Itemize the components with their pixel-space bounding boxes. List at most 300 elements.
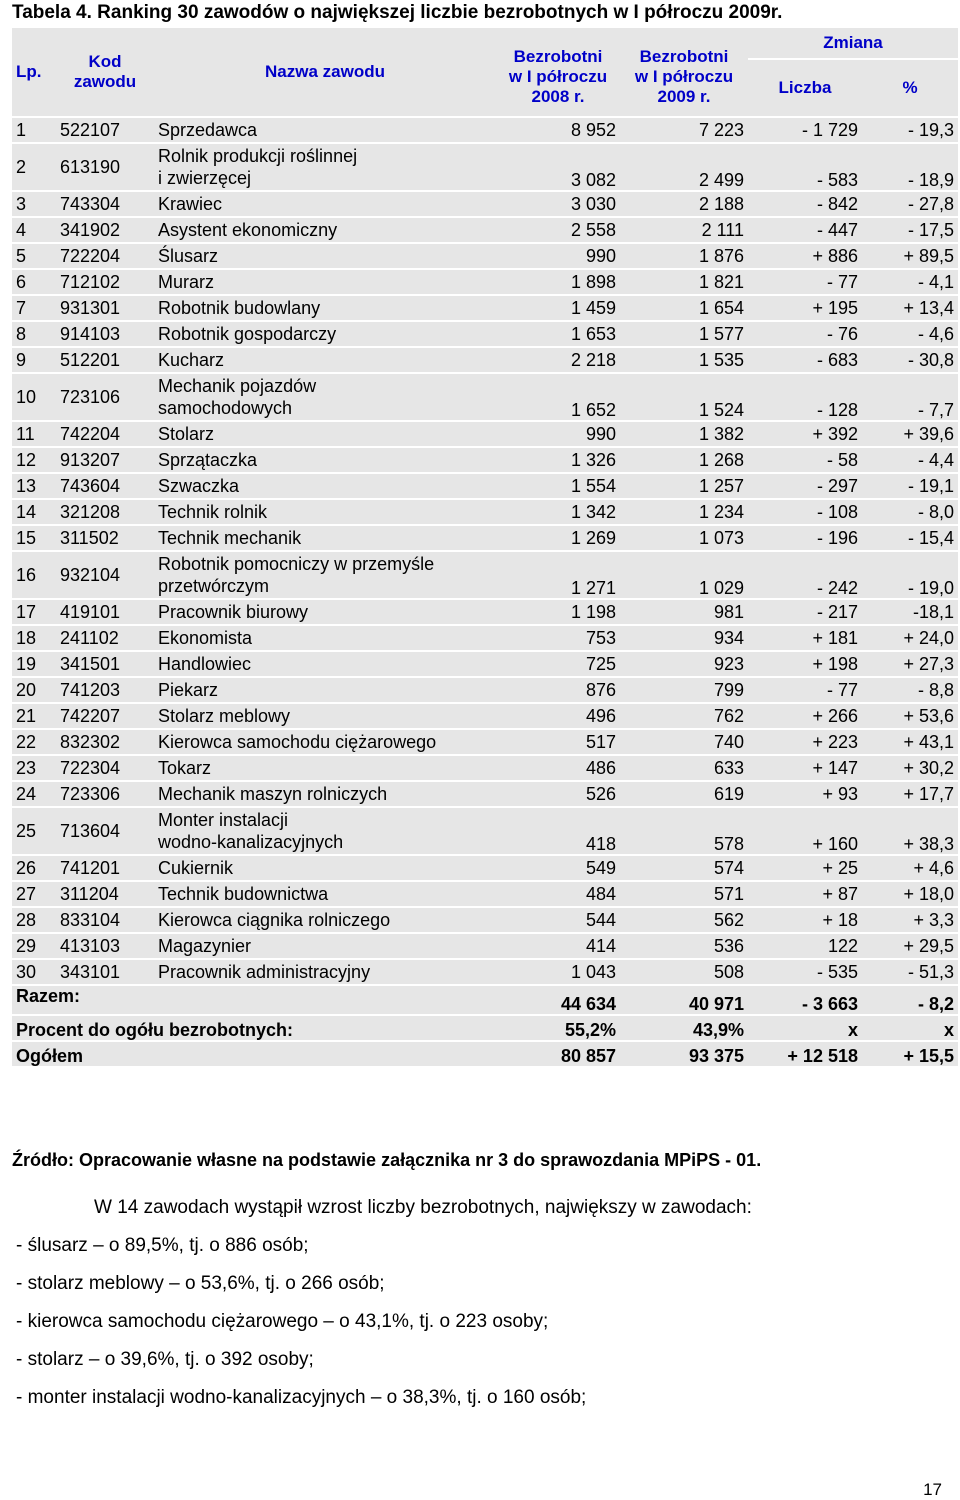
cell-liczba: - 108 xyxy=(748,500,862,524)
cell-name xyxy=(154,144,496,190)
summary-bullet: - kierowca samochodu ciężarowego – o 43,1%, tj. o 223 osoby; xyxy=(16,1311,549,1332)
header-bezrobotni-2009 xyxy=(620,28,748,116)
cell-procent: + 30,2 xyxy=(862,756,958,780)
table-row xyxy=(12,218,958,242)
cell-name-line1: Szwaczka xyxy=(158,476,240,496)
cell-b2009: 1 577 xyxy=(620,322,748,346)
cell-liczba: - 77 xyxy=(748,678,862,702)
cell-lp: 29 xyxy=(12,934,56,958)
cell-b2009: 1 524 xyxy=(620,374,748,420)
cell-b2008: 1 326 xyxy=(496,448,620,472)
header-nazwa: Nazwa zawodu xyxy=(154,28,496,116)
cell-name-line1: Asystent ekonomiczny xyxy=(158,220,338,240)
cell-lp: 22 xyxy=(12,730,56,754)
cell-kod: 833104 xyxy=(56,908,154,932)
cell-procent: + 18,0 xyxy=(862,882,958,906)
cell-name xyxy=(154,626,496,650)
cell-liczba: + 886 xyxy=(748,244,862,268)
cell-lp: 11 xyxy=(12,422,56,446)
cell-procent: - 7,7 xyxy=(862,374,958,420)
cell-b2008: 549 xyxy=(496,856,620,880)
cell-name xyxy=(154,652,496,676)
cell-liczba: + 160 xyxy=(748,808,862,854)
header-lp: Lp. xyxy=(12,28,56,116)
cell-lp: 19 xyxy=(12,652,56,676)
header-b2009-line3: 2009 r. xyxy=(657,87,711,106)
cell-procent: -18,1 xyxy=(862,600,958,624)
cell-procent: + 39,6 xyxy=(862,422,958,446)
cell-b2008: 486 xyxy=(496,756,620,780)
page-number: 17 xyxy=(923,1480,942,1499)
cell-b2009: 934 xyxy=(620,626,748,650)
cell-kod: 913207 xyxy=(56,448,154,472)
cell-kod: 341501 xyxy=(56,652,154,676)
table-row xyxy=(12,474,958,498)
cell-name xyxy=(154,600,496,624)
table-row xyxy=(12,626,958,650)
header-b2009-line2: w I półroczu xyxy=(634,67,734,86)
cell-procent: - 17,5 xyxy=(862,218,958,242)
cell-name-line2: i zwierzęcej xyxy=(158,168,252,188)
table-row xyxy=(12,882,958,906)
totals-procent: - 8,2 xyxy=(862,986,958,1014)
cell-name-line1: Mechanik maszyn rolniczych xyxy=(158,784,388,804)
table-header xyxy=(12,28,958,58)
cell-b2008: 496 xyxy=(496,704,620,728)
cell-b2008: 8 952 xyxy=(496,118,620,142)
totals-row xyxy=(12,1042,958,1066)
cell-kod: 413103 xyxy=(56,934,154,958)
cell-b2009: 1 234 xyxy=(620,500,748,524)
table-row xyxy=(12,600,958,624)
cell-name xyxy=(154,934,496,958)
cell-procent: + 24,0 xyxy=(862,626,958,650)
cell-b2009: 2 188 xyxy=(620,192,748,216)
cell-liczba: + 181 xyxy=(748,626,862,650)
cell-kod: 722304 xyxy=(56,756,154,780)
cell-liczba: - 128 xyxy=(748,374,862,420)
cell-kod: 712102 xyxy=(56,270,154,294)
table-row xyxy=(12,856,958,880)
cell-procent: + 13,4 xyxy=(862,296,958,320)
cell-name xyxy=(154,500,496,524)
cell-name xyxy=(154,296,496,320)
totals-row xyxy=(12,986,958,1014)
cell-b2009: 1 268 xyxy=(620,448,748,472)
cell-kod: 722204 xyxy=(56,244,154,268)
cell-procent: - 19,0 xyxy=(862,552,958,598)
cell-liczba: - 1 729 xyxy=(748,118,862,142)
cell-liczba: + 25 xyxy=(748,856,862,880)
table-row xyxy=(12,500,958,524)
table-row xyxy=(12,270,958,294)
cell-lp: 1 xyxy=(12,118,56,142)
totals-liczba: x xyxy=(748,1016,862,1040)
cell-liczba: - 535 xyxy=(748,960,862,984)
summary-intro: W 14 zawodach wystąpił wzrost liczby bezrobotnych, największy w zawodach: xyxy=(94,1197,752,1218)
cell-name-line1: Technik rolnik xyxy=(158,502,268,522)
cell-b2008: 517 xyxy=(496,730,620,754)
cell-kod: 743304 xyxy=(56,192,154,216)
cell-b2008: 990 xyxy=(496,422,620,446)
cell-b2009: 1 257 xyxy=(620,474,748,498)
table-row xyxy=(12,782,958,806)
cell-name xyxy=(154,474,496,498)
cell-procent: + 4,6 xyxy=(862,856,958,880)
table-row xyxy=(12,704,958,728)
cell-liczba: - 242 xyxy=(748,552,862,598)
cell-b2008: 1 653 xyxy=(496,322,620,346)
cell-b2009: 923 xyxy=(620,652,748,676)
cell-procent: + 17,7 xyxy=(862,782,958,806)
cell-name-line1: Piekarz xyxy=(158,680,219,700)
cell-b2009: 2 499 xyxy=(620,144,748,190)
table-title: Tabela 4. Ranking 30 zawodów o największej liczbie bezrobotnych w I półroczu 2009r. xyxy=(12,2,783,23)
source-note: Źródło: Opracowanie własne na podstawie załącznika nr 3 do sprawozdania MPiPS - 01. xyxy=(12,1150,762,1170)
cell-kod: 914103 xyxy=(56,322,154,346)
cell-b2009: 1 654 xyxy=(620,296,748,320)
cell-procent: - 51,3 xyxy=(862,960,958,984)
cell-kod: 241102 xyxy=(56,626,154,650)
cell-lp: 5 xyxy=(12,244,56,268)
cell-kod: 742204 xyxy=(56,422,154,446)
cell-liczba: - 76 xyxy=(748,322,862,346)
cell-name xyxy=(154,704,496,728)
cell-b2008: 1 269 xyxy=(496,526,620,550)
cell-kod: 832302 xyxy=(56,730,154,754)
cell-lp: 21 xyxy=(12,704,56,728)
cell-b2008: 3 030 xyxy=(496,192,620,216)
table-row xyxy=(12,652,958,676)
cell-kod: 522107 xyxy=(56,118,154,142)
table-row xyxy=(12,118,958,142)
cell-name-line1: Magazynier xyxy=(158,936,252,956)
cell-liczba: - 196 xyxy=(748,526,862,550)
cell-name xyxy=(154,192,496,216)
cell-b2008: 3 082 xyxy=(496,144,620,190)
cell-b2008: 753 xyxy=(496,626,620,650)
cell-kod: 713604 xyxy=(56,808,154,854)
ranking-table xyxy=(12,26,958,1068)
cell-b2008: 1 459 xyxy=(496,296,620,320)
cell-b2009: 1 073 xyxy=(620,526,748,550)
cell-b2009: 536 xyxy=(620,934,748,958)
cell-b2009: 562 xyxy=(620,908,748,932)
summary-bullet: - ślusarz – o 89,5%, tj. o 886 osób; xyxy=(16,1235,309,1256)
cell-kod: 343101 xyxy=(56,960,154,984)
cell-name xyxy=(154,678,496,702)
cell-b2009: 574 xyxy=(620,856,748,880)
totals-liczba: + 12 518 xyxy=(748,1042,862,1066)
cell-procent: - 18,9 xyxy=(862,144,958,190)
cell-name xyxy=(154,808,496,854)
cell-b2009: 633 xyxy=(620,756,748,780)
totals-b2009: 40 971 xyxy=(620,986,748,1014)
cell-b2008: 414 xyxy=(496,934,620,958)
totals-row xyxy=(12,1016,958,1040)
cell-procent: + 53,6 xyxy=(862,704,958,728)
cell-name-line1: Stolarz xyxy=(158,424,215,444)
header-b2008-line1: Bezrobotni xyxy=(513,47,603,66)
cell-procent: + 43,1 xyxy=(862,730,958,754)
cell-liczba: - 58 xyxy=(748,448,862,472)
header-kod xyxy=(56,28,154,116)
cell-b2009: 740 xyxy=(620,730,748,754)
cell-lp: 30 xyxy=(12,960,56,984)
cell-b2008: 1 043 xyxy=(496,960,620,984)
cell-name xyxy=(154,270,496,294)
cell-name-line1: Ekonomista xyxy=(158,628,253,648)
table-row xyxy=(12,244,958,268)
totals-procent: x xyxy=(862,1016,958,1040)
cell-name xyxy=(154,552,496,598)
cell-procent: + 89,5 xyxy=(862,244,958,268)
cell-b2009: 762 xyxy=(620,704,748,728)
cell-liczba: + 195 xyxy=(748,296,862,320)
cell-kod: 512201 xyxy=(56,348,154,372)
cell-name xyxy=(154,244,496,268)
table-row xyxy=(12,144,958,190)
cell-b2009: 571 xyxy=(620,882,748,906)
header-procent: % xyxy=(862,60,958,116)
totals-label: Ogółem xyxy=(12,1042,496,1066)
totals-b2008: 55,2% xyxy=(496,1016,620,1040)
cell-liczba: + 87 xyxy=(748,882,862,906)
cell-liczba: - 447 xyxy=(748,218,862,242)
cell-b2009: 2 111 xyxy=(620,218,748,242)
cell-kod: 341902 xyxy=(56,218,154,242)
summary-bullet: - stolarz meblowy – o 53,6%, tj. o 266 osób; xyxy=(16,1273,385,1294)
table-row xyxy=(12,908,958,932)
cell-procent: - 19,3 xyxy=(862,118,958,142)
cell-b2008: 990 xyxy=(496,244,620,268)
cell-kod: 321208 xyxy=(56,500,154,524)
cell-name xyxy=(154,348,496,372)
summary-bullet: - monter instalacji wodno-kanalizacyjnych – o 38,3%, tj. o 160 osób; xyxy=(16,1387,587,1408)
cell-lp: 12 xyxy=(12,448,56,472)
cell-liczba: - 217 xyxy=(748,600,862,624)
cell-lp: 24 xyxy=(12,782,56,806)
cell-lp: 15 xyxy=(12,526,56,550)
cell-lp: 23 xyxy=(12,756,56,780)
cell-name-line1: Handlowiec xyxy=(158,654,252,674)
cell-b2009: 1 876 xyxy=(620,244,748,268)
cell-b2008: 725 xyxy=(496,652,620,676)
cell-b2008: 2 218 xyxy=(496,348,620,372)
cell-name-line1: Kucharz xyxy=(158,350,225,370)
cell-lp: 7 xyxy=(12,296,56,320)
cell-name xyxy=(154,908,496,932)
totals-liczba: - 3 663 xyxy=(748,986,862,1014)
cell-b2008: 876 xyxy=(496,678,620,702)
cell-liczba: + 147 xyxy=(748,756,862,780)
cell-kod: 741203 xyxy=(56,678,154,702)
cell-kod: 742207 xyxy=(56,704,154,728)
cell-b2009: 1 029 xyxy=(620,552,748,598)
cell-procent: + 29,5 xyxy=(862,934,958,958)
cell-liczba: - 842 xyxy=(748,192,862,216)
header-b2008-line2: w I półroczu xyxy=(508,67,608,86)
cell-procent: - 8,0 xyxy=(862,500,958,524)
cell-b2009: 799 xyxy=(620,678,748,702)
cell-b2008: 418 xyxy=(496,808,620,854)
table-row xyxy=(12,934,958,958)
totals-b2009: 43,9% xyxy=(620,1016,748,1040)
cell-name-line1: Monter instalacji xyxy=(158,810,289,830)
table-row xyxy=(12,552,958,598)
table-row xyxy=(12,296,958,320)
cell-name xyxy=(154,422,496,446)
cell-name-line2: wodno-kanalizacyjnych xyxy=(158,832,344,852)
cell-name-line1: Mechanik pojazdów xyxy=(158,376,317,396)
cell-b2008: 1 652 xyxy=(496,374,620,420)
cell-name-line1: Technik budownictwa xyxy=(158,884,329,904)
cell-lp: 13 xyxy=(12,474,56,498)
cell-name-line1: Kierowca ciągnika rolniczego xyxy=(158,910,391,930)
cell-lp: 18 xyxy=(12,626,56,650)
cell-b2008: 1 342 xyxy=(496,500,620,524)
cell-liczba: + 18 xyxy=(748,908,862,932)
table-row xyxy=(12,526,958,550)
cell-procent: - 15,4 xyxy=(862,526,958,550)
header-b2008-line3: 2008 r. xyxy=(531,87,585,106)
cell-name xyxy=(154,322,496,346)
cell-name-line1: Technik mechanik xyxy=(158,528,302,548)
header-bezrobotni-2008 xyxy=(496,28,620,116)
cell-procent: - 27,8 xyxy=(862,192,958,216)
cell-liczba: + 266 xyxy=(748,704,862,728)
cell-procent: + 3,3 xyxy=(862,908,958,932)
cell-b2008: 544 xyxy=(496,908,620,932)
table-row xyxy=(12,756,958,780)
cell-name-line1: Rolnik produkcji roślinnej xyxy=(158,146,358,166)
cell-procent: + 38,3 xyxy=(862,808,958,854)
cell-name-line1: Tokarz xyxy=(158,758,212,778)
cell-b2008: 2 558 xyxy=(496,218,620,242)
cell-procent: - 4,1 xyxy=(862,270,958,294)
cell-lp: 8 xyxy=(12,322,56,346)
cell-lp: 26 xyxy=(12,856,56,880)
cell-lp: 3 xyxy=(12,192,56,216)
cell-liczba: - 683 xyxy=(748,348,862,372)
cell-name-line1: Kierowca samochodu ciężarowego xyxy=(158,732,437,752)
cell-name-line1: Sprzedawca xyxy=(158,120,258,140)
cell-name-line1: Pracownik biurowy xyxy=(158,602,309,622)
cell-lp: 14 xyxy=(12,500,56,524)
cell-kod: 723106 xyxy=(56,374,154,420)
table-row xyxy=(12,348,958,372)
totals-label: Razem: xyxy=(12,986,496,1014)
table-row xyxy=(12,960,958,984)
cell-name xyxy=(154,882,496,906)
table-row xyxy=(12,192,958,216)
cell-name-line1: Pracownik administracyjny xyxy=(158,962,371,982)
header-b2009-line1: Bezrobotni xyxy=(639,47,729,66)
cell-name-line2: samochodowych xyxy=(158,398,293,418)
cell-lp: 16 xyxy=(12,552,56,598)
cell-liczba: - 77 xyxy=(748,270,862,294)
table-row xyxy=(12,678,958,702)
cell-name-line1: Ślusarz xyxy=(158,246,219,266)
table-row xyxy=(12,322,958,346)
cell-lp: 4 xyxy=(12,218,56,242)
cell-lp: 25 xyxy=(12,808,56,854)
cell-b2008: 1 898 xyxy=(496,270,620,294)
table-row xyxy=(12,374,958,420)
cell-b2009: 981 xyxy=(620,600,748,624)
totals-label: Procent do ogółu bezrobotnych: xyxy=(12,1016,496,1040)
cell-b2009: 1 821 xyxy=(620,270,748,294)
cell-lp: 10 xyxy=(12,374,56,420)
cell-b2008: 484 xyxy=(496,882,620,906)
cell-name xyxy=(154,782,496,806)
cell-name xyxy=(154,756,496,780)
cell-b2009: 578 xyxy=(620,808,748,854)
cell-procent: - 4,4 xyxy=(862,448,958,472)
cell-kod: 311502 xyxy=(56,526,154,550)
cell-b2009: 1 535 xyxy=(620,348,748,372)
cell-b2009: 1 382 xyxy=(620,422,748,446)
cell-kod: 741201 xyxy=(56,856,154,880)
cell-lp: 6 xyxy=(12,270,56,294)
table-row xyxy=(12,422,958,446)
cell-liczba: + 223 xyxy=(748,730,862,754)
cell-kod: 723306 xyxy=(56,782,154,806)
cell-kod: 932104 xyxy=(56,552,154,598)
cell-procent: - 19,1 xyxy=(862,474,958,498)
cell-name-line1: Robotnik gospodarczy xyxy=(158,324,337,344)
cell-name-line1: Stolarz meblowy xyxy=(158,706,291,726)
cell-liczba: + 392 xyxy=(748,422,862,446)
cell-name-line1: Robotnik pomocniczy w przemyśle xyxy=(158,554,435,574)
cell-kod: 613190 xyxy=(56,144,154,190)
cell-liczba: + 198 xyxy=(748,652,862,676)
cell-procent: - 4,6 xyxy=(862,322,958,346)
table-row xyxy=(12,808,958,854)
header-kod-line2: zawodu xyxy=(73,72,137,91)
cell-procent: - 30,8 xyxy=(862,348,958,372)
cell-liczba: + 93 xyxy=(748,782,862,806)
header-zmiana: Zmiana xyxy=(748,28,958,58)
header-liczba: Liczba xyxy=(748,60,862,116)
cell-lp: 17 xyxy=(12,600,56,624)
cell-b2008: 526 xyxy=(496,782,620,806)
cell-name-line1: Sprzątaczka xyxy=(158,450,258,470)
table-row xyxy=(12,730,958,754)
cell-lp: 27 xyxy=(12,882,56,906)
cell-procent: + 27,3 xyxy=(862,652,958,676)
cell-name-line2: przetwórczym xyxy=(158,576,270,596)
cell-b2009: 619 xyxy=(620,782,748,806)
cell-liczba: - 583 xyxy=(748,144,862,190)
totals-b2008: 80 857 xyxy=(496,1042,620,1066)
cell-kod: 743604 xyxy=(56,474,154,498)
cell-b2008: 1 554 xyxy=(496,474,620,498)
cell-kod: 419101 xyxy=(56,600,154,624)
cell-name xyxy=(154,218,496,242)
cell-name xyxy=(154,856,496,880)
cell-name xyxy=(154,118,496,142)
cell-kod: 311204 xyxy=(56,882,154,906)
cell-b2008: 1 271 xyxy=(496,552,620,598)
totals-b2008: 44 634 xyxy=(496,986,620,1014)
cell-lp: 2 xyxy=(12,144,56,190)
cell-b2009: 7 223 xyxy=(620,118,748,142)
cell-liczba: - 297 xyxy=(748,474,862,498)
totals-procent: + 15,5 xyxy=(862,1042,958,1066)
cell-name-line1: Cukiernik xyxy=(158,858,234,878)
cell-name xyxy=(154,960,496,984)
